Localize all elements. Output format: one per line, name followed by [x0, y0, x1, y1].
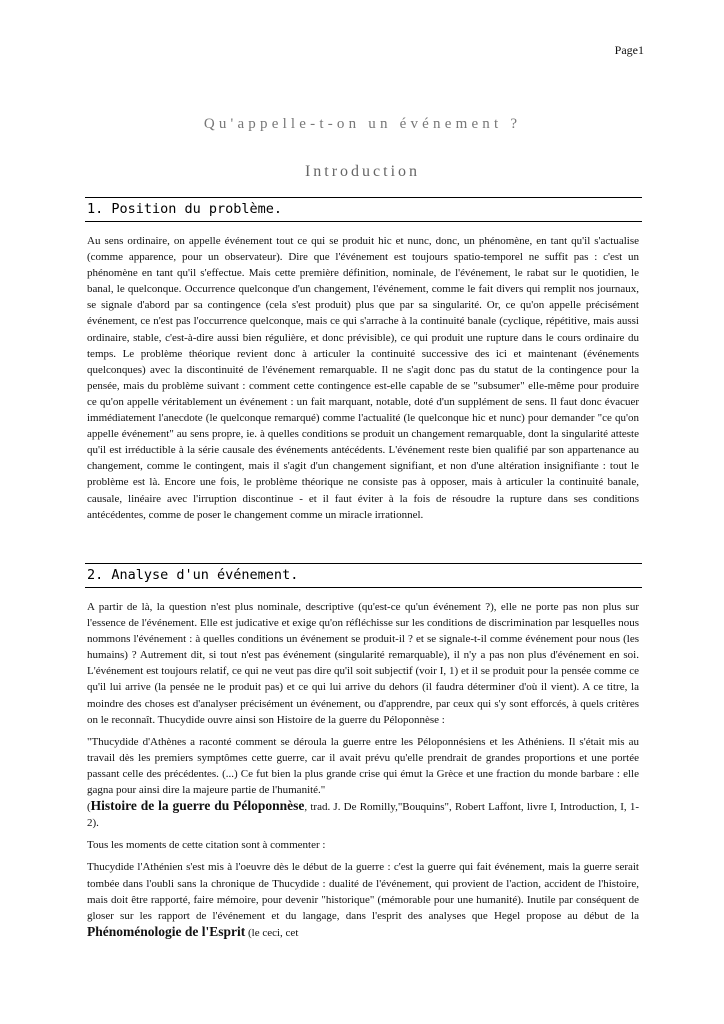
quote-block	[87, 734, 639, 832]
section2-body	[87, 599, 639, 947]
section2-paragraph3	[87, 859, 639, 940]
paragraph3-title: Phénoménologie de l'Esprit	[87, 923, 246, 939]
section1-paragraph: Au sens ordinaire, on appelle événement tout ce qui se produit hic et nunc, donc, un phénomène, en tant qu'il s'actualise (comme apparence, pour un observateur). Dire que l'événement est toujours spatio-temporel ne suffit pas : c'est un phénomène en tant qu'il s'effectue. Mais cette première définition, nominale, de l'événement, le rabat sur le quotidien, le banal, le quelconque. Occurrence quelconque d'un changement, l'événement, comme le fait divers qui remplit nos journaux, se signale d'abord par sa contingence (cela s'est produit) plus que par sa singularité. Or, ce qu'on appelle précisément événement, ce n'est pas l'occurrence quelconque, mais ce qui s'arrache à la continuité banale (cyclique, répétitive, mais aussi ordinaire, stable, c'est-à-dire aussi bien régulière, et donc prévisible), ce qui produit une rupture dans le cours ordinaire du temps. Le problème théorique revient donc à articuler la continuité successive des ici et maintenant (événements quelconques) avec la discontinuité de l'événement remarquable. Il ne s'agit donc pas du statut de la contingence pour la pensée, mais du problème suivant : comment cette contingence est-elle capable de se "subsumer" elle-même pour produire ce qu'on appelle véritablement un événement : un fait marquant, notable, doté d'un supplément de sens. Il faut donc évacuer immédiatement l'anecdote (le quelconque remarqué) comme l'actualité (le quelconque hic et nunc) pour demander "ce qu'on appelle événement" au sens propre, ie. à quelles conditions se produit un changement remarquable, dont la singularité atteste qu'il est irréductible à la série causale des événements antécédents. L'événement reste bien qualifié par son appartenance au changement, comme le contingent, mais il s'agit d'un changement signifiant, et non d'une altération insignifiante : tout le problème est là. Encore une fois, le problème théorique ne consiste pas à opposer, mais à articuler la continuité banale, causale, linéaire avec l'irruption discontinue - et il faut éviter à la fois de résoudre la rupture dans ses conditions antécédentes, comme de poser le changement comme un miracle irrationnel.	[87, 235, 639, 521]
citation-title: Histoire de la guerre du Péloponnèse	[90, 798, 305, 814]
document-title: Qu'appelle-t-on un événement ?	[203, 116, 522, 132]
page-number: Page1	[614, 43, 644, 57]
section-heading-position: 1. Position du problème.	[85, 197, 642, 222]
section2-paragraph1: A partir de là, la question n'est plus nominale, descriptive (qu'est-ce qu'un événement ?), elle ne porte pas non plus sur l'essence de l'événement. Elle est judicative et exige qu'on réfléchisse sur les conditions de discrimination par lesquelles nous nommons l'événement : à quelles conditions un événement se produit-il ? et se signale-t-il comme événement pour nous (les humains) ? Autrement dit, si tout n'est pas événement (singularité remarquable), il n'y a pas non plus d'événement en soi. L'événement est toujours relatif, ce qui ne veut pas dire qu'il soit subjectif (voir I, 1) et il se produit pour la pensée comme ce qu'il lui arrive (la pensée ne le produit pas) et ce qui lui arrive du dehors (il faudra déterminer d'où il vient). A ce titre, la moindre des choses est d'analyser précisément un événement, ou d'apprendre, par ceux qui s'y sont efforcés, à quels critères on le reconnaît. Thucydide ouvre ainsi son Histoire de la guerre du Péloponnèse :	[87, 601, 639, 726]
section2-paragraph2: Tous les moments de cette citation sont à commenter :	[87, 839, 326, 852]
section1-body	[87, 233, 639, 529]
citation-rest: , trad. J. De Romilly,"Bouquins", Robert Laffont, livre I, Introduction, I, 1-2).	[87, 801, 639, 830]
paragraph3-start: Thucydide l'Athénien s'est mis à l'oeuvre dès le début de la guerre : c'est la guerre qui fait événement, mais la guerre serait tombée dans l'oubli sans la chronique de Thucydide : dualité de l'événement, qui provient de l'action, accident de l'histoire, mais doit être rapporté, faire mémoire, pour devenir "historique" (mémorable pour une humanité). Inutile par conséquent de gloser sur les rapport de l'événement et du langage, dans l'esprit des analyses que Hegel propose au début de la	[87, 861, 639, 922]
section-heading-analyse: 2. Analyse d'un événement.	[85, 563, 642, 588]
quote-text: "Thucydide d'Athènes a raconté comment se déroula la guerre entre les Péloponnésiens et les Athéniens. Il s'était mis au travail dès les premiers symptômes cette guerre, car il avait prévu qu'elle prendrait de grandes proportions et une portée passant celle des précédentes. (...) Ce fut bien la plus grande crise qui émut la Grèce et une fraction du monde barbare : elle gagna pour ainsi dire la majeure partie de l'humanité."	[87, 735, 639, 797]
paragraph3-end: (le ceci, cet	[245, 926, 299, 939]
citation-open: (	[87, 801, 91, 814]
document-subtitle: Introduction	[304, 163, 421, 180]
